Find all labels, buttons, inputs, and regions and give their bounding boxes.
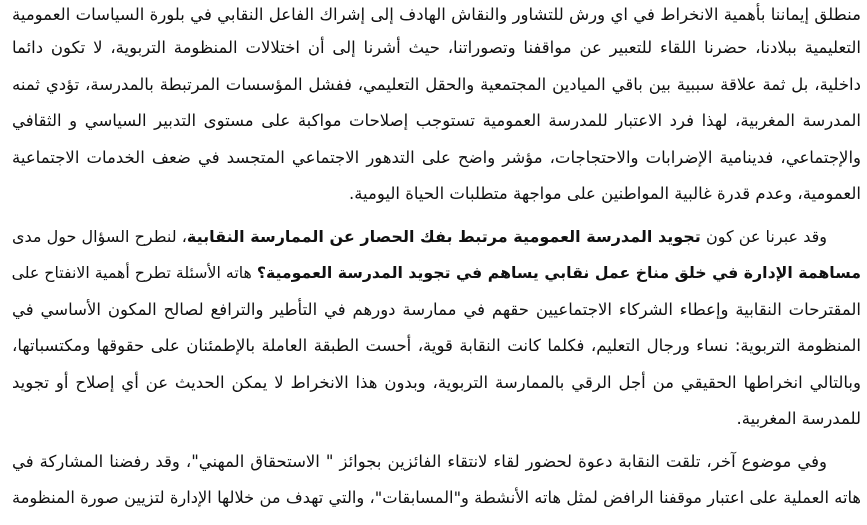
paragraph-2 bbox=[12, 219, 861, 438]
text-line: المقترحات النقابية وإعطاء الشركاء الاجتماعيين حقهم في ممارسة دورهم في التأطير والترافع لصالح المكون الأساسي في bbox=[12, 299, 861, 319]
text-line: العمومية، وعدم قدرة غالبية المواطنين على مواجهة متطلبات الحياة اليومية. bbox=[348, 184, 861, 203]
text-line: وفي موضوع آخر، تلقت النقابة دعوة لحضور لقاء لانتقاء الفائزين بجوائز " الاستحقاق المهني"، وقد رفضنا المشاركة في bbox=[12, 451, 827, 471]
text-line: التعليمية ببلادنا، حضرنا اللقاء للتعبير عن مواقفنا وتصوراتنا، حيث أشرنا إلى أن اختلالات المنظومة التربوية، لا تكون دائما bbox=[12, 38, 861, 57]
text-line: داخلية، بل ثمة علاقة سببية بين باقي الميادين المجتمعية والحقل التعليمي، ففشل المؤسسات المرتبطة بالمدرسة، تؤدي ثمنه bbox=[12, 74, 861, 94]
bold-question: مساهمة الإدارة في خلق مناخ عمل نقابي يساهم في تجويد المدرسة العمومية؟ bbox=[256, 263, 861, 282]
text-line: وبالتالي انخراطها الحقيقي من أجل الرقي بالممارسة التربوية، وبدون هذا الانخراط لا يمكن الحديث عن أي إصلاح أو تجويد bbox=[12, 372, 861, 392]
text-line: والإجتماعي، فدينامية الإضرابات والاحتجاجات، مؤشر واضح على التدهور الاجتماعي المتجسد في ضعف الخدمات الاجتماعية bbox=[12, 147, 861, 167]
text-line: وقد عبرنا عن كون تجويد المدرسة العمومية مرتبط بفك الحصار عن الممارسة النقابية، لنطرح السؤال حول مدى bbox=[12, 226, 827, 246]
paragraph-3 bbox=[12, 444, 861, 517]
text-line: المدرسة المغربية، لهذا فرد الاعتبار للمدرسة العمومية تستوجب إصلاحات مواكبة على مستوى التدبير السياسي و الثقافي bbox=[12, 111, 861, 130]
text-line: للمدرسة المغربية. bbox=[736, 409, 861, 428]
paragraph-1 bbox=[12, 0, 861, 213]
text-line: مساهمة الإدارة في خلق مناخ عمل نقابي يساهم في تجويد المدرسة العمومية؟ هاته الأسئلة تطرح أهمية الانفتاح على bbox=[12, 263, 861, 282]
bold-phrase: تجويد المدرسة العمومية مرتبط بفك الحصار عن الممارسة النقابية bbox=[186, 226, 701, 246]
text-line: هاته العملية على اعتبار موقفنا الرافض لمثل هاته الأنشطة و"المسابقات"، والتي تهدف من خلالها الإدارة لتزيين صورة المنظومة bbox=[12, 488, 861, 507]
text-line: منطلق إيماننا بأهمية الانخراط في اي ورش للتشاور والنقاش الهادف إلى إشراك الفاعل النقابي في بلورة السياسات العمومية bbox=[12, 5, 861, 24]
text-line: المنظومة التربوية: نساء ورجال التعليم، فكلما كانت النقابة قوية، أحست الطبقة العاملة بالإطمئنان على حقوقها ومكتسباتها، bbox=[12, 336, 861, 355]
